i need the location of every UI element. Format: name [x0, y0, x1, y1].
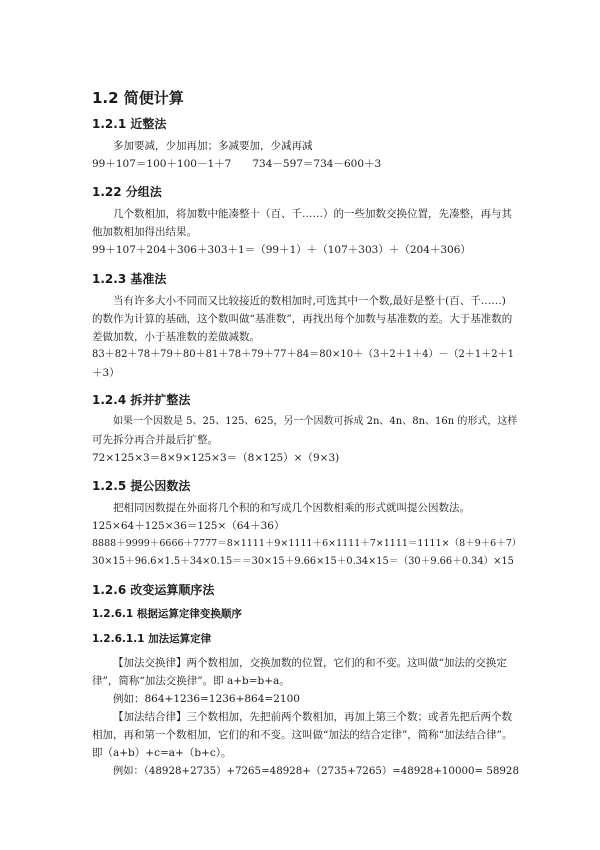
heading-1-2-6: 1.2.6 改变运算顺序法	[92, 583, 215, 597]
paragraph-line: 几个数相加，将加数中能凑整十（百、千……）的一些加数交换位置，先凑整，再与其	[113, 208, 512, 220]
paragraph-line: 【加法结合律】三个数相加，先把前两个数相加，再加上第三个数；或者先把后两个数	[113, 711, 512, 723]
paragraph-line: 如果一个因数是 5、25、125、625，另一个因数可拆成 2n、4n、8n、16n 的形式，这样	[113, 416, 518, 427]
heading-1-2-5: 1.2.5 提公因数法	[92, 479, 191, 493]
example-line: 例如：864+1236=1236+864=2100	[113, 693, 300, 705]
formula-line: 99＋107＝100＋100－1＋7 734－597＝734－600＋3	[92, 158, 382, 170]
heading-1-2-6-1-1: 1.2.6.1.1 加法运算定律	[92, 633, 212, 645]
formula-line: 125×64＋125×36＝125×（64＋36）	[92, 520, 285, 532]
paragraph-line: 的数作为计算的基础，这个数叫做“基准数”，再找出每个加数与基准数的差。大于基准数的	[92, 313, 513, 325]
paragraph-line: 多加要减，少加再加；多减要加，少减再减	[113, 140, 313, 152]
paragraph-line: 当有许多大小不同而又比较接近的数相加时,可选其中一个数,最好是整十(百、千……)	[113, 295, 506, 307]
paragraph-line: 【加法交换律】两个数相加，交换加数的位置，它们的和不变。这叫做“加法的交换定	[113, 657, 507, 669]
paragraph-line: 可先拆分再合并最后扩整。	[92, 434, 218, 446]
section-heading: 1.2 简便计算	[92, 89, 184, 107]
formula-line: 83＋82＋78＋79＋80＋81＋78＋79＋77＋84＝80×10＋（3＋2＋1＋4）－（2＋1＋2＋1	[92, 349, 514, 360]
paragraph-line: 即（a+b）+c=a+（b+c）。	[92, 747, 232, 759]
heading-1-2-6-1: 1.2.6.1 根据运算定律变换顺序	[92, 608, 242, 620]
paragraph-line: 律”，简称“加法交换律”。即 a+b=b+a。	[92, 675, 290, 687]
paragraph-line: 差做加数，小于基准数的差做减数。	[92, 331, 260, 343]
paragraph-line: 相加，再和第一个数相加，它们的和不变。这叫做“加法的结合定律”，简称“加法结合律”。	[92, 729, 513, 741]
formula-line: 99＋107＋204＋306＋303＋1＝（99＋1）＋（107＋303）＋（204＋306）	[92, 244, 471, 256]
formula-line: 30×15＋96.6×1.5＋34×0.15＝＝30×15＋9.66×15＋0.34×15＝（30＋9.66＋0.34）×15	[92, 556, 514, 567]
heading-1-2-1: 1.2.1 近整法	[92, 117, 167, 131]
paragraph-line: 把相同因数提在外面将几个积的和写成几个因数相乘的形式就叫提公因数法。	[113, 502, 470, 514]
heading-1-2-4: 1.2.4 拆并扩整法	[92, 393, 191, 407]
example-line: 例如：（48928+2735）+7265=48928+（2735+7265）=48928+10000= 58928	[113, 765, 519, 777]
heading-1-2-2: 1.22 分组法	[92, 185, 162, 199]
formula-line: 72×125×3＝8×9×125×3＝（8×125）×（9×3)	[92, 452, 340, 464]
paragraph-line: 他加数相加得出结果。	[92, 226, 197, 238]
formula-line: ＋3）	[92, 367, 120, 379]
formula-line: 8888＋9999＋6666＋7777＝8×1111＋9×1111＋6×1111＋7×1111＝1111×（8＋9＋6＋7）	[92, 538, 522, 549]
heading-1-2-3: 1.2.3 基准法	[92, 272, 167, 286]
